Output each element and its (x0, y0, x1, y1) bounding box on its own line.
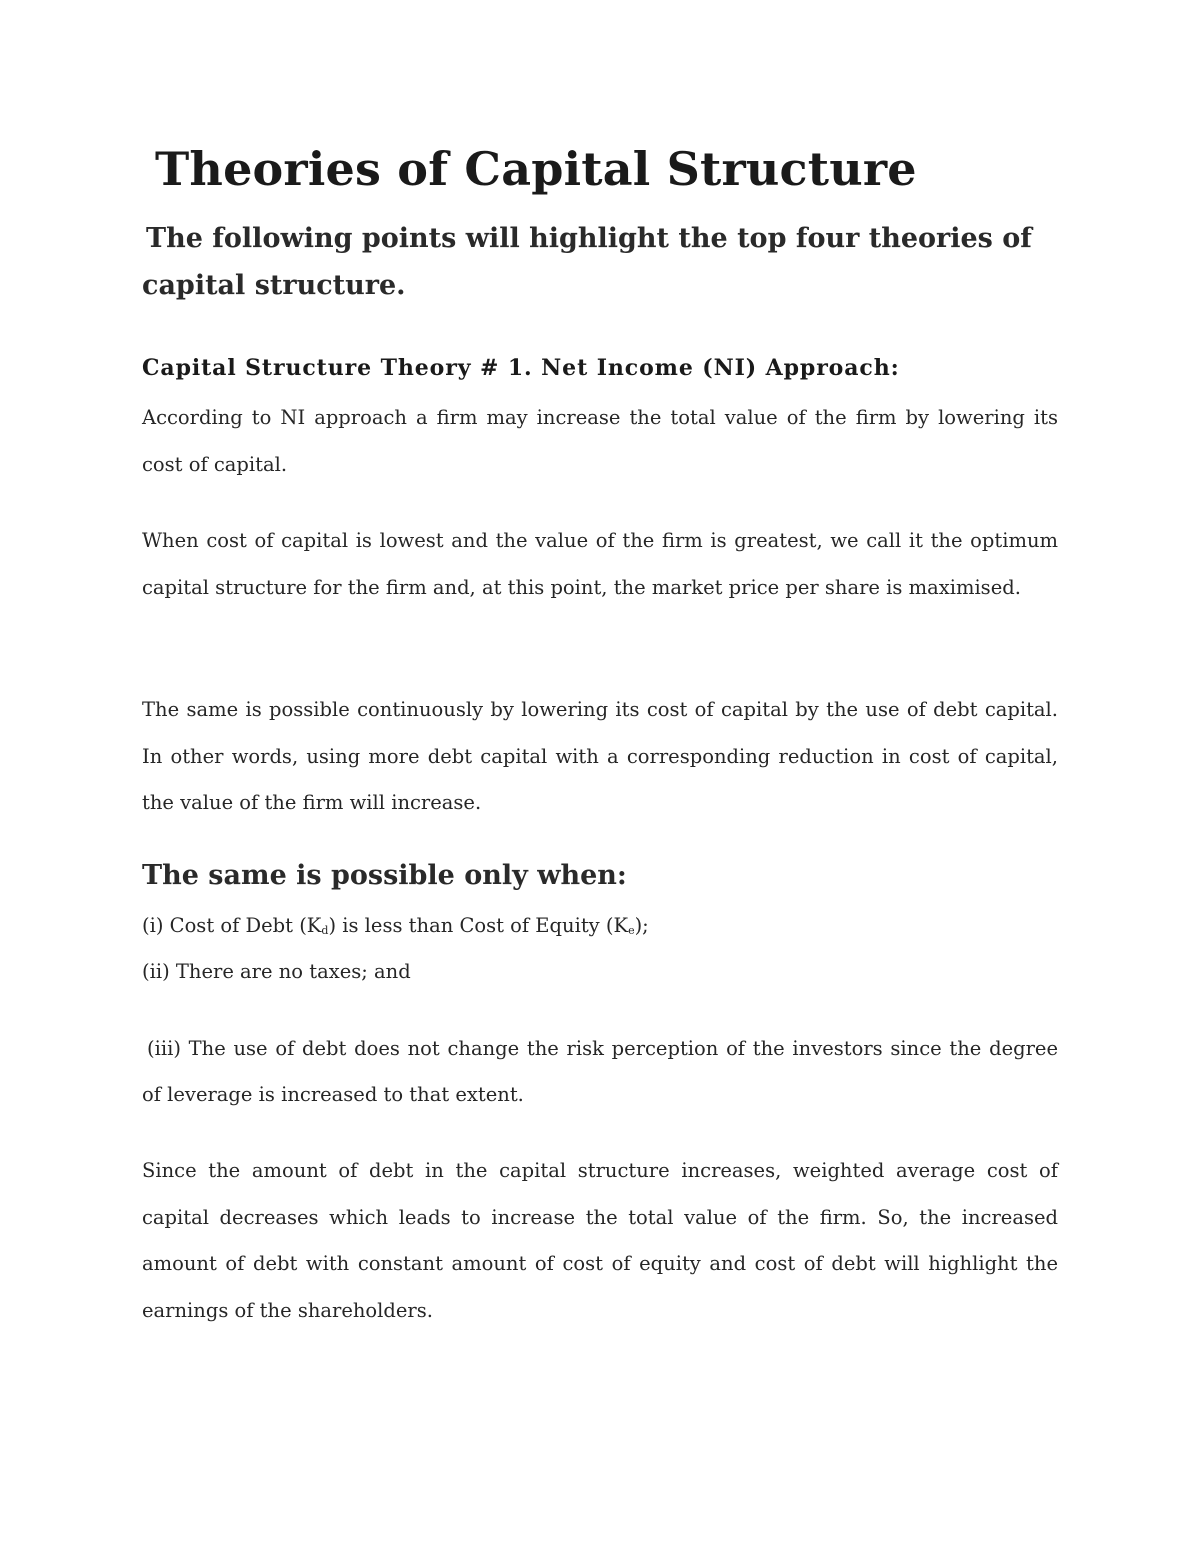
condition-text: ); (634, 914, 649, 937)
condition-item-3: (iii) The use of debt does not change the risk perception of the investors since the degree of leverage is increased to that extent. (142, 1037, 1058, 1106)
condition-item-2: (ii) There are no taxes; and (142, 960, 411, 983)
closing-paragraph: Since the amount of debt in the capital structure increases, weighted average cost of capital decreases which leads to increase the total value of the firm. So, the increased amount of debt with constant amount of cost of equity and cost of debt will highlight the earnings of the shareholders. (142, 1159, 1058, 1322)
condition-item-1 (142, 903, 649, 949)
paragraph: According to NI approach a firm may increase the total value of the firm by lowering its cost of capital. (142, 406, 1058, 476)
paragraph: When cost of capital is lowest and the value of the firm is greatest, we call it the optimum capital structure for the firm and, at this point, the market price per share is maximised. (142, 529, 1058, 599)
condition-text: (i) Cost of Debt (K (142, 914, 322, 937)
condition-text: ) is less than Cost of Equity (K (328, 914, 629, 937)
conditions-heading: The same is possible only when: (142, 860, 627, 891)
document-subtitle: The following points will highlight the top four theories of capital structure. (142, 223, 1032, 301)
document-title: Theories of Capital Structure (155, 142, 917, 196)
subscript-e: e (628, 924, 635, 937)
subscript-d: d (321, 924, 329, 937)
section-heading-ni-approach: Capital Structure Theory # 1. Net Income (NI) Approach: (142, 355, 900, 381)
paragraph: The same is possible continuously by lowering its cost of capital by the use of debt capital. In other words, using more debt capital with a corresponding reduction in cost of capital, the value of the firm will increase. (142, 698, 1058, 814)
